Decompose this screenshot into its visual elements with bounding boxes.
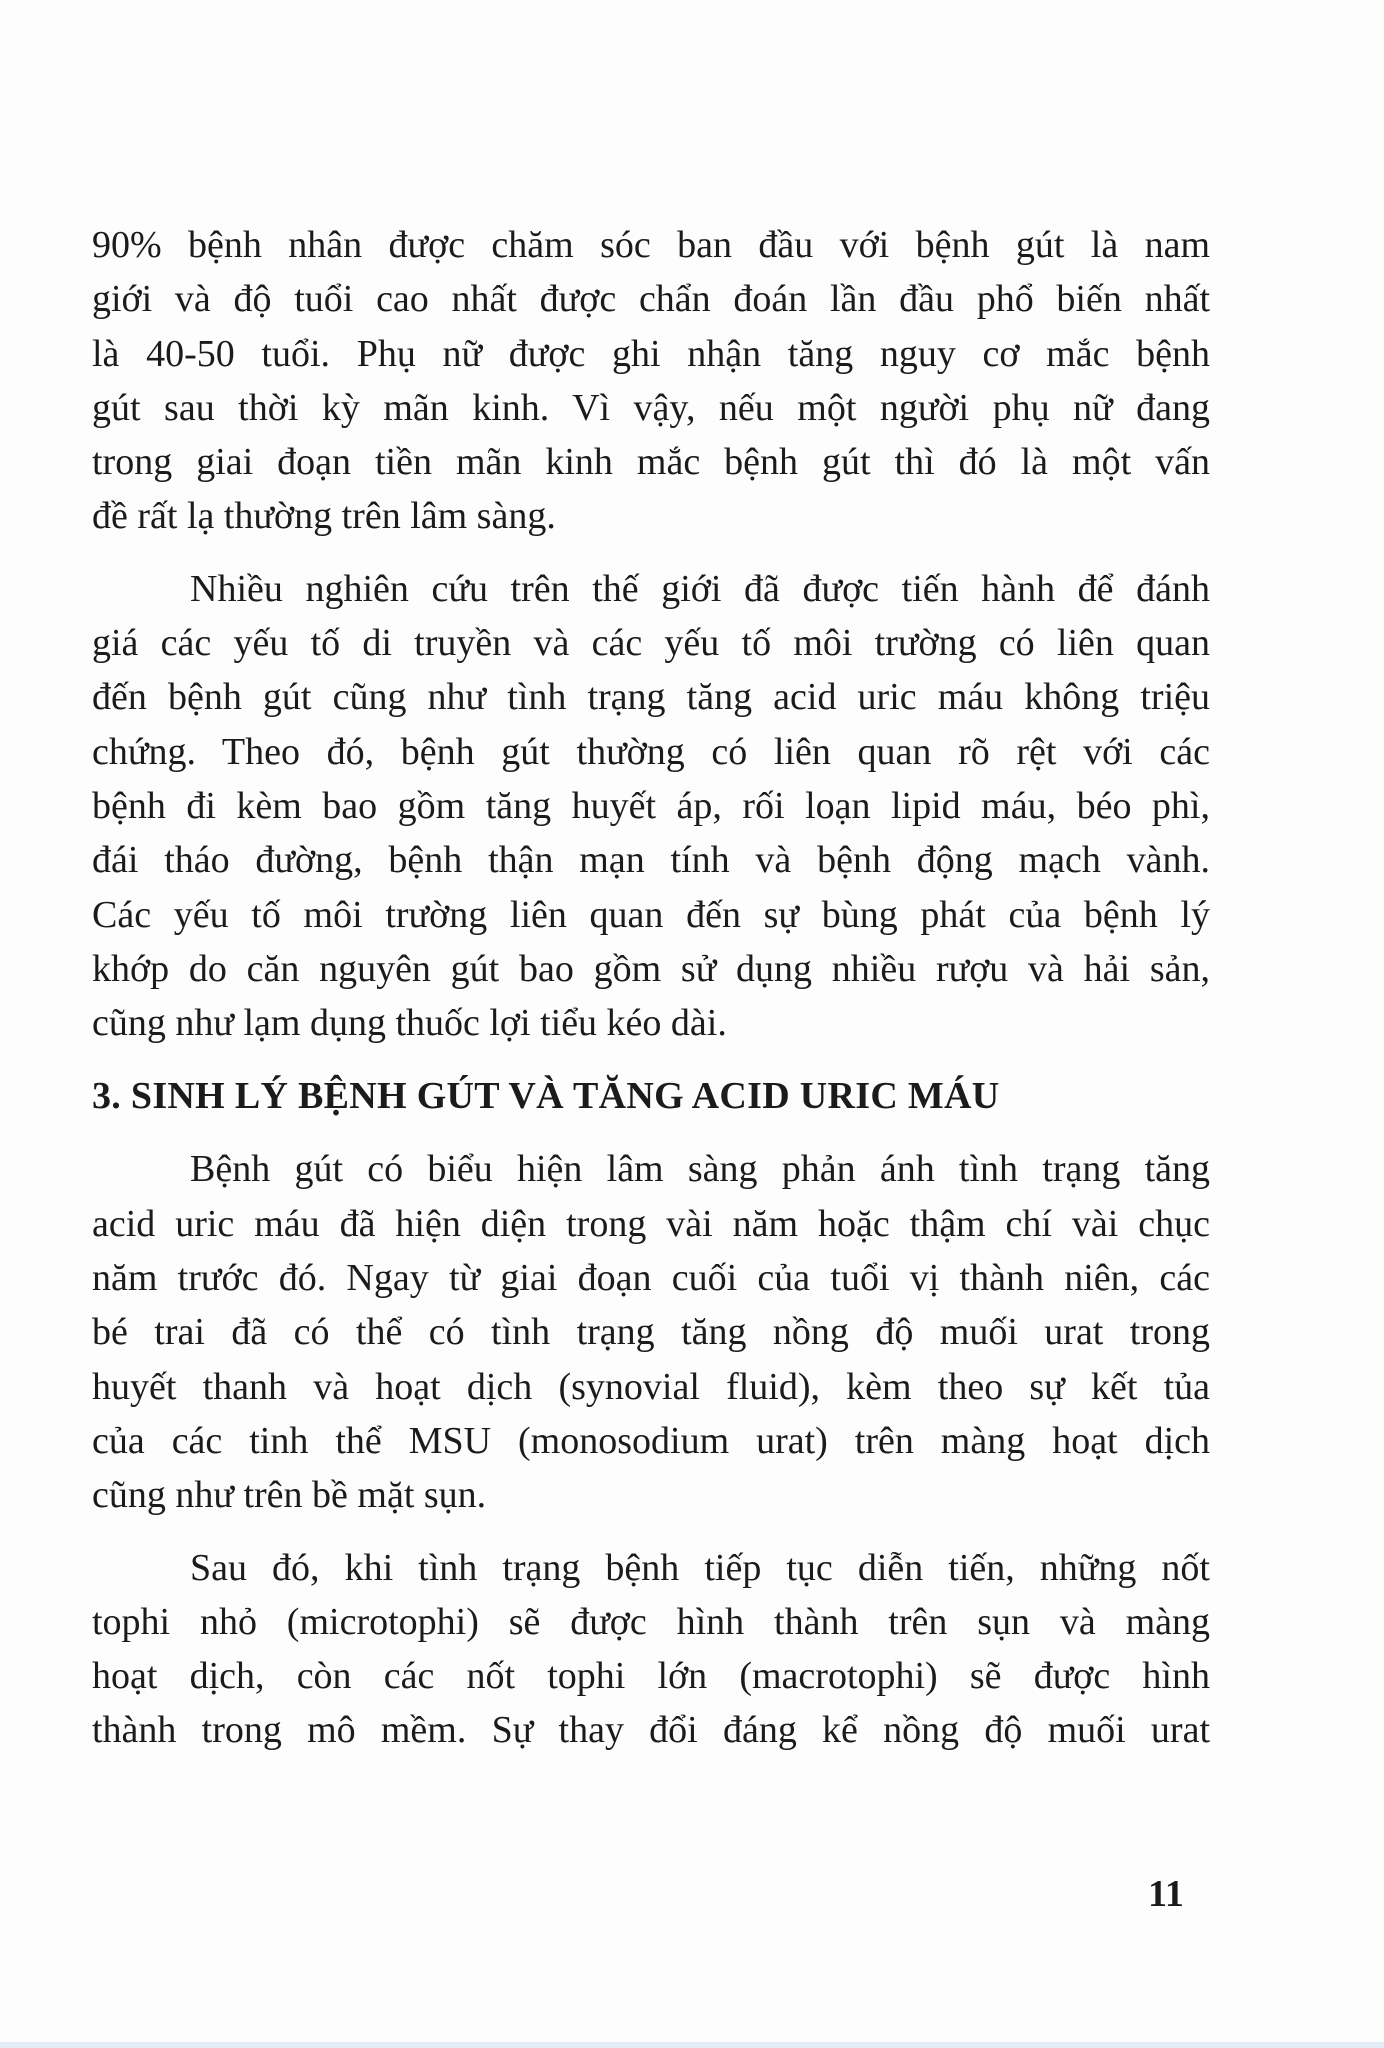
text-line: hoạt dịch, còn các nốt tophi lớn (macrotophi) sẽ được hình [92,1655,1210,1698]
page-content [92,218,1210,1758]
paragraph-clinical-manifestation [92,1142,1210,1522]
paragraph-gap [92,1124,1210,1142]
text-line: Nhiều nghiên cứu trên thế giới đã được tiến hành để đánh [190,567,1210,610]
text-line: Sau đó, khi tình trạng bệnh tiếp tục diễn tiến, những nốt [190,1546,1210,1589]
text-line: cũng như trên bề mặt sụn. [92,1474,487,1517]
text-line: đến bệnh gút cũng như tình trạng tăng acid uric máu không triệu [92,676,1210,719]
text-line: năm trước đó. Ngay từ giai đoạn cuối của tuổi vị thành niên, các [92,1257,1210,1300]
text-line: cũng như lạm dụng thuốc lợi tiểu kéo dài. [92,1002,727,1045]
text-line: Các yếu tố môi trường liên quan đến sự bùng phát của bệnh lý [92,893,1210,936]
paragraph-risk-factors [92,562,1210,1051]
text-line: bệnh đi kèm bao gồm tăng huyết áp, rối loạn lipid máu, béo phì, [92,784,1210,827]
text-line: khớp do căn nguyên gút bao gồm sử dụng nhiều rượu và hải sản, [92,947,1210,990]
text-line: chứng. Theo đó, bệnh gút thường có liên quan rõ rệt với các [92,730,1210,773]
text-line: giới và độ tuổi cao nhất được chẩn đoán lần đầu phổ biến nhất [92,278,1210,321]
paragraph-gap [92,1523,1210,1541]
text-line: huyết thanh và hoạt dịch (synovial fluid), kèm theo sự kết tủa [92,1365,1210,1408]
text-line: là 40-50 tuổi. Phụ nữ được ghi nhận tăng nguy cơ mắc bệnh [92,332,1210,375]
paragraph-tophi-formation [92,1541,1210,1758]
scan-bottom-edge [0,2042,1384,2048]
section-heading: 3. SINH LÝ BỆNH GÚT VÀ TĂNG ACID URIC MÁU [92,1075,1000,1118]
text-line: gút sau thời kỳ mãn kinh. Vì vậy, nếu một người phụ nữ đang [92,386,1210,429]
text-line: của các tinh thể MSU (monosodium urat) trên màng hoạt dịch [92,1419,1210,1462]
text-line: acid uric máu đã hiện diện trong vài năm hoặc thậm chí vài chục [92,1202,1210,1245]
page-number: 11 [1148,1873,1184,1915]
text-line: tophi nhỏ (microtophi) sẽ được hình thành trên sụn và màng [92,1600,1210,1643]
text-line: bé trai đã có thể có tình trạng tăng nồng độ muối urat trong [92,1311,1210,1354]
paragraph-gap [92,1050,1210,1068]
text-line: đề rất lạ thường trên lâm sàng. [92,495,556,538]
paragraph-gender-age [92,218,1210,544]
text-line: Bệnh gút có biểu hiện lâm sàng phản ánh tình trạng tăng [190,1148,1210,1191]
text-line: đái tháo đường, bệnh thận mạn tính và bệnh động mạch vành. [92,839,1210,882]
text-line: 90% bệnh nhân được chăm sóc ban đầu với bệnh gút là nam [92,224,1210,266]
text-line: thành trong mô mềm. Sự thay đổi đáng kể nồng độ muối urat [92,1709,1210,1752]
text-line: giá các yếu tố di truyền và các yếu tố môi trường có liên quan [92,622,1210,665]
paragraph-gap [92,544,1210,562]
text-line: trong giai đoạn tiền mãn kinh mắc bệnh gút thì đó là một vấn [92,441,1210,484]
